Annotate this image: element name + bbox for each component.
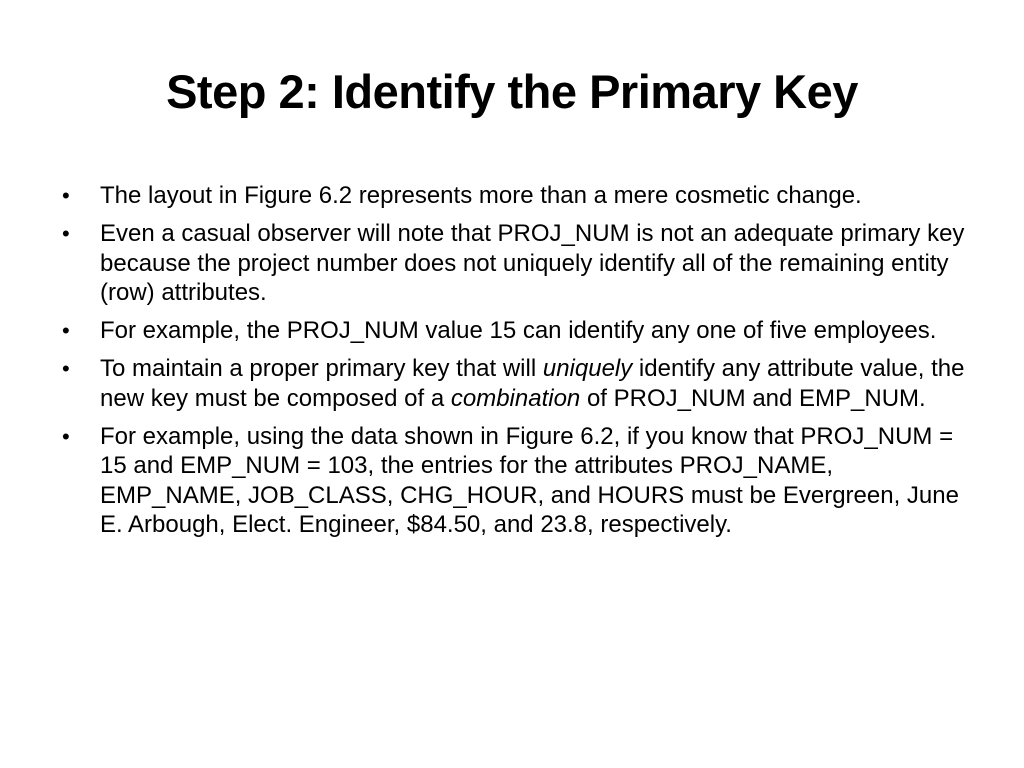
bullet-item-4 [56,354,968,413]
bullet-text: For example, the PROJ_NUM value 15 can identify any one of five employees. [100,317,937,344]
bullet-item-5 [56,422,968,540]
bullet-text-part: of PROJ_NUM and EMP_NUM. [580,384,926,412]
bullet-list [56,181,968,548]
slide-title: Step 2: Identify the Primary Key [166,65,858,118]
bullet-item-2 [56,219,968,308]
bullet-text-part: identify any attribute value, the new key must be composed of a [100,355,965,412]
bullet-text-part: To maintain a proper primary key that will [100,355,543,382]
bullet-item-1 [56,181,968,211]
bullet-dot-icon: • [62,423,70,449]
bullet-dot-icon: • [62,356,70,381]
bullet-text: Even a casual observer will note that PROJ_NUM is not an adequate primary key because the project number does not uniquely identify all of the remaining entity (row) attributes. [100,220,965,306]
bullet-item-3 [56,316,968,346]
bullet-text: The layout in Figure 6.2 represents more than a mere cosmetic change. [100,182,862,209]
emphasis-text: uniquely [542,355,633,382]
bullet-dot-icon: • [62,183,70,208]
bullet-dot-icon: • [62,318,70,343]
emphasis-text: combination [450,384,581,412]
bullet-text: For example, using the data shown in Figure 6.2, if you know that PROJ_NUM = 15 and EMP_NUM = 103, the entries for the attributes PROJ_NAME, EMP_NAME, JOB_CLASS, CHG_HOUR, and HOURS must be Evergreen, June E. Arbough, Elect. Engineer, $84.50, and 23.8, respectively. [100,422,959,538]
bullet-dot-icon: • [62,221,70,246]
